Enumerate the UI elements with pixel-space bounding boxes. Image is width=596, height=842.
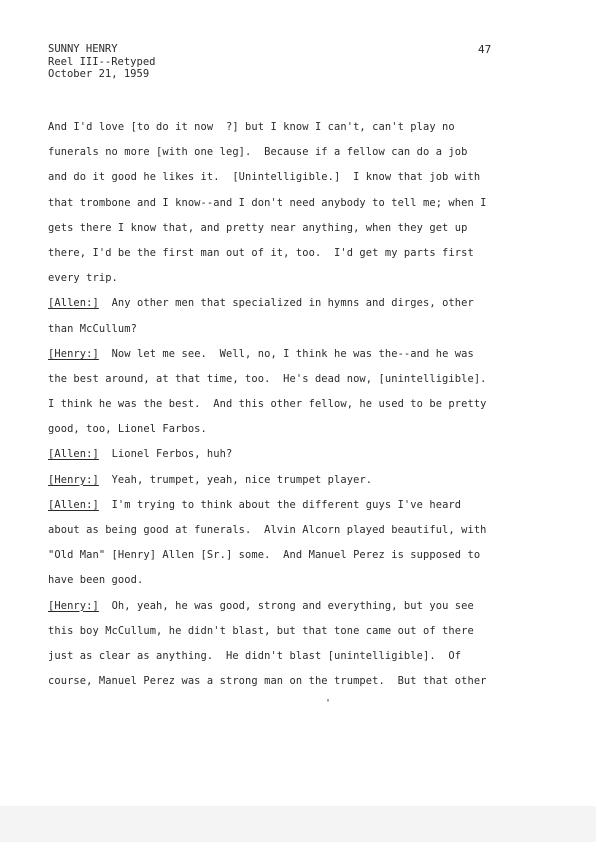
transcript-line: [48, 520, 558, 545]
transcript-line: [48, 344, 558, 369]
line-text: than McCullum?: [48, 322, 137, 335]
transcript-line: [48, 671, 558, 696]
interviewee-name: SUNNY HENRY: [48, 43, 118, 55]
line-text: have been good.: [48, 574, 144, 587]
line-text: I think he was the best. And this other fellow, he used to be pretty: [48, 398, 487, 411]
transcript-line: [48, 419, 558, 444]
line-text: Any other men that specialized in hymns and dirges, other: [98, 297, 474, 310]
transcript-line: [48, 621, 558, 646]
line-text: And I'd love [to do it now ?] but I know I can't, can't play no: [48, 121, 455, 133]
line-text: there, I'd be the first man out of it, too. I'd get my parts first: [48, 246, 474, 259]
line-text: "Old Man" [Henry] Allen [Sr.] some. And Manuel Perez is supposed to: [48, 549, 481, 562]
speaker-label: [Allen:]: [48, 498, 99, 511]
line-text: Now let me see. Well, no, I think he was the--and he was: [98, 347, 474, 360]
transcript-line: [48, 117, 558, 142]
transcript-line: [48, 319, 558, 344]
line-text: gets there I know that, and pretty near anything, when they get up: [48, 221, 468, 234]
page-number: 47: [478, 43, 492, 56]
line-text: I'm trying to think about the different guys I've heard: [98, 498, 462, 511]
line-text: Oh, yeah, he was good, strong and everything, but you see: [98, 599, 474, 612]
transcript-line: [48, 394, 558, 419]
speaker-label: [Allen:]: [48, 448, 99, 461]
line-text: course, Manuel Perez was a strong man on the trumpet. But that other: [48, 675, 487, 688]
line-text: good, too, Lionel Farbos.: [48, 423, 207, 436]
line-text: about as being good at funerals. Alvin Alcorn played beautiful, with: [48, 524, 487, 536]
line-text: Yeah, trumpet, yeah, nice trumpet player.: [98, 473, 373, 486]
line-text: the best around, at that time, too. He's dead now, [unintelligible].: [48, 372, 487, 385]
speaker-label: [Henry:]: [48, 347, 99, 360]
line-text: funerals no more [with one leg]. Because if a fellow can do a job: [48, 146, 468, 159]
transcript-line: [48, 243, 558, 268]
reel-label: Reel III--Retyped: [48, 55, 156, 68]
speaker-label: [Allen:]: [48, 297, 99, 310]
speaker-label: [Henry:]: [48, 599, 99, 612]
transcript-line: [48, 218, 558, 243]
transcript-line: [48, 444, 558, 469]
page-header: [48, 43, 155, 81]
transcript-line: [48, 167, 558, 192]
transcript-line: [48, 293, 558, 318]
transcript-line: [48, 142, 558, 167]
transcript-line: [48, 495, 558, 520]
line-text: Lionel Ferbos, huh?: [98, 448, 233, 461]
line-text: every trip.: [48, 272, 118, 285]
transcript-body: [48, 117, 558, 696]
line-text: just as clear as anything. He didn't blast [unintelligible]. Of: [48, 649, 462, 662]
transcript-line: [48, 369, 558, 394]
transcript-line: [48, 596, 558, 621]
transcript-line: [48, 646, 558, 671]
line-text: and do it good he likes it. [Unintelligible.] I know that job with: [48, 171, 481, 184]
transcript-line: [48, 193, 558, 218]
scan-margin: [0, 806, 596, 842]
transcript-line: [48, 570, 558, 595]
transcript-line: [48, 268, 558, 293]
line-text: this boy McCullum, he didn't blast, but that tone came out of there: [48, 624, 474, 637]
stray-mark: ': [325, 698, 332, 709]
transcript-line: [48, 470, 558, 495]
interview-date: October 21, 1959: [48, 68, 150, 80]
transcript-line: [48, 545, 558, 570]
line-text: that trombone and I know--and I don't need anybody to tell me; when I: [48, 196, 487, 209]
speaker-label: [Henry:]: [48, 473, 99, 486]
